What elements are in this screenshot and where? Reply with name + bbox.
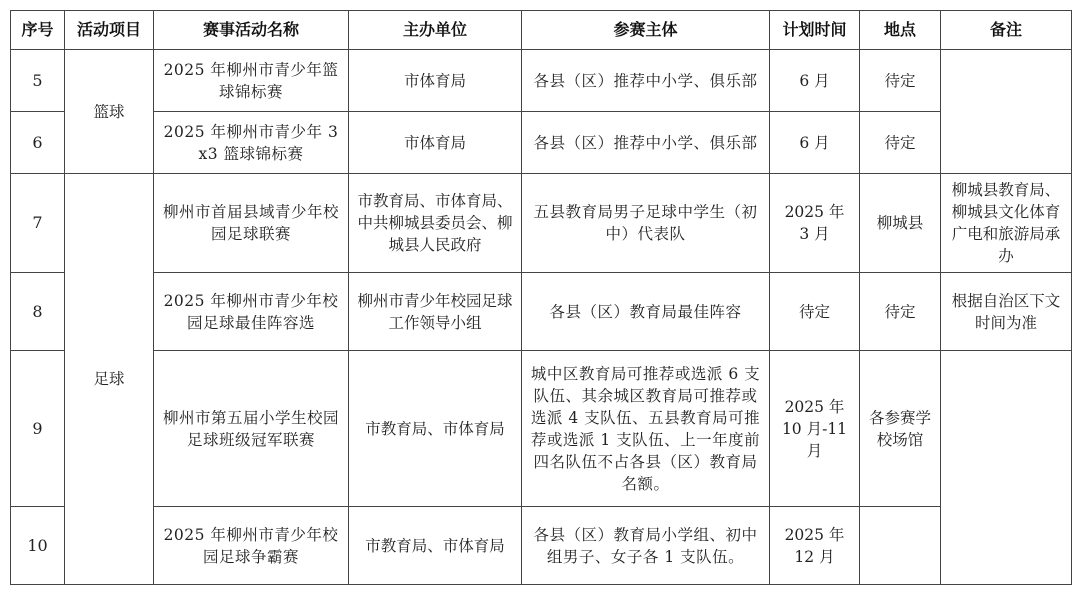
participants: 城中区教育局可推荐或选派 6 支队伍、其余城区教育局可推荐或选派 4 支队伍、五县教育局可推荐或选派 1 支队伍、上一年度前四名队伍不占各县（区）教育局名额。: [522, 351, 770, 507]
table-header: [11, 11, 1072, 50]
organizer: 市教育局、市体育局: [349, 507, 522, 585]
organizer: 柳州市青少年校园足球工作领导小组: [349, 273, 522, 351]
location: 待定: [860, 50, 941, 112]
event-name: 柳州市第五届小学生校园足球班级冠军联赛: [154, 351, 349, 507]
table-row: [11, 507, 1072, 585]
table-row: [11, 50, 1072, 112]
row-number: 10: [11, 507, 65, 585]
table-row: [11, 112, 1072, 174]
activity-group-basketball: 篮球: [65, 50, 154, 174]
row-number: 9: [11, 351, 65, 507]
participants: 各县（区）推荐中小学、俱乐部: [522, 50, 770, 112]
row-number: 7: [11, 174, 65, 273]
row-number: 8: [11, 273, 65, 351]
organizer: 市体育局: [349, 112, 522, 174]
organizer: 市体育局: [349, 50, 522, 112]
participants: 各县（区）推荐中小学、俱乐部: [522, 112, 770, 174]
location: 柳城县: [860, 174, 941, 273]
participants: 各县（区）教育局小学组、初中组男子、女子各 1 支队伍。: [522, 507, 770, 585]
event-name: 2025 年柳州市青少年篮球锦标赛: [154, 50, 349, 112]
activity-group-football: 足球: [65, 174, 154, 585]
planned-time: 2025 年 10 月-11 月: [770, 351, 860, 507]
table-row: [11, 273, 1072, 351]
planned-time: 2025 年 3 月: [770, 174, 860, 273]
events-table: [10, 10, 1072, 585]
header-time: 计划时间: [770, 11, 860, 50]
header-organizer: 主办单位: [349, 11, 522, 50]
participants: 五县教育局男子足球中学生（初中）代表队: [522, 174, 770, 273]
row-number: 6: [11, 112, 65, 174]
header-activity: 活动项目: [65, 11, 154, 50]
location: 待定: [860, 273, 941, 351]
header-event-name: 赛事活动名称: [154, 11, 349, 50]
header-row: [11, 11, 1072, 50]
row-number: 5: [11, 50, 65, 112]
location: 各参赛学校场馆: [860, 351, 941, 507]
location: 待定: [860, 112, 941, 174]
organizer: 市教育局、市体育局、中共柳城县委员会、柳城县人民政府: [349, 174, 522, 273]
table-row: [11, 351, 1072, 507]
planned-time: 6 月: [770, 112, 860, 174]
planned-time: 2025 年 12 月: [770, 507, 860, 585]
participants: 各县（区）教育局最佳阵容: [522, 273, 770, 351]
planned-time: 6 月: [770, 50, 860, 112]
table-row: [11, 174, 1072, 273]
event-name: 柳州市首届县域青少年校园足球联赛: [154, 174, 349, 273]
event-name: 2025 年柳州市青少年校园足球最佳阵容选: [154, 273, 349, 351]
planned-time: 待定: [770, 273, 860, 351]
table-body: [11, 50, 1072, 585]
organizer: 市教育局、市体育局: [349, 351, 522, 507]
event-name: 2025 年柳州市青少年 3x3 篮球锦标赛: [154, 112, 349, 174]
event-name: 2025 年柳州市青少年校园足球争霸赛: [154, 507, 349, 585]
remark-empty: [941, 351, 1072, 585]
location: [860, 507, 941, 585]
header-participants: 参赛主体: [522, 11, 770, 50]
header-remark: 备注: [941, 11, 1072, 50]
remark: 柳城县教育局、柳城县文化体育广电和旅游局承办: [941, 174, 1072, 273]
remark-empty: [941, 50, 1072, 174]
header-location: 地点: [860, 11, 941, 50]
remark: 根据自治区下文时间为准: [941, 273, 1072, 351]
header-no: 序号: [11, 11, 65, 50]
